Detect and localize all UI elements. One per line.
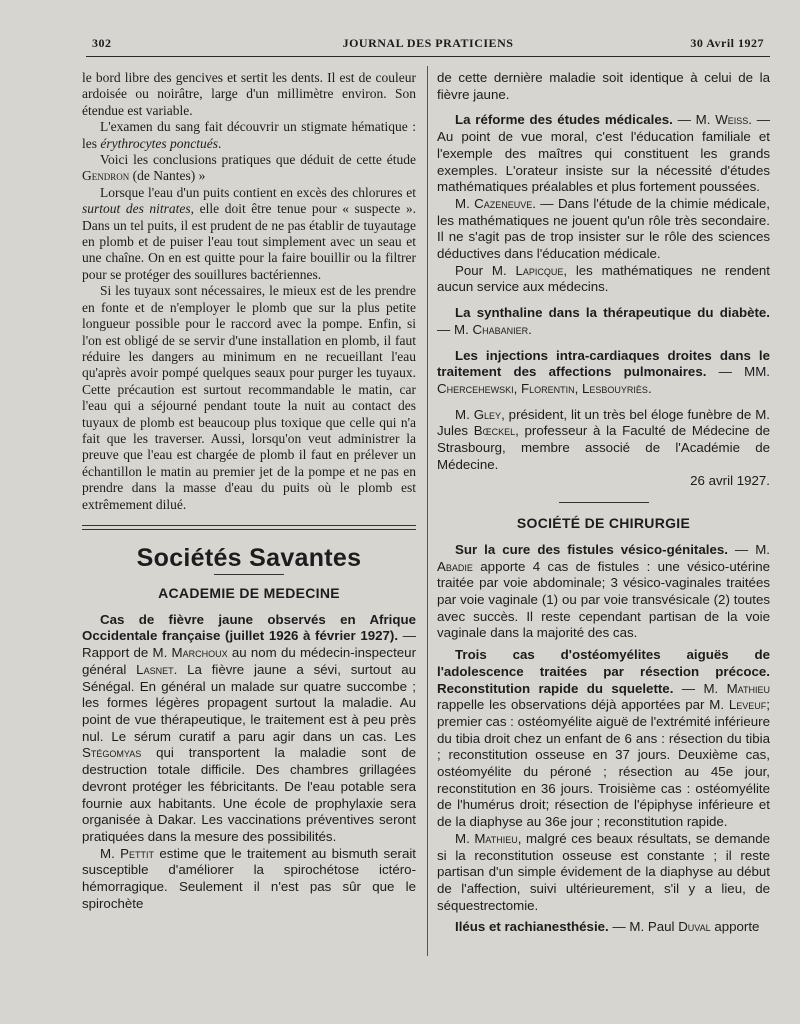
article-ileus: Iléus et rachianesthésie. — M. Paul Duval apporte — [455, 919, 760, 935]
section-divider — [559, 502, 649, 503]
article-yellow-fever: Cas de fièvre jaune observés en Afrique Occidentale française (juillet 1926 à février 1927). — Rapport de M. Marchoux au nom du médecin-inspecteur général Lasnet. La fièvre jaune a sévi, surtout au Sénégal. En général un malade sur quatre succombe ; les formes légères propagent surtout la maladie. Au point de vue thérapeutique, le traitement est à peu près nul. Le sérum curatif a paru agir dans un cas. Les Stégomyas qui transportent la maladie sont de destruction totale difficile. Des chambres grillagées devront protéger les fébricitants. De l'eau potable sera fournie aux habitants. Une école de prophylaxie sera organisée à Dakar. Les vaccinations préventives seront pratiquées dans la mesure des possibilités. — [82, 611, 416, 844]
paragraph: L'examen du sang fait découvrir un stigmate hématique : les érythrocytes ponctués. — [82, 119, 416, 151]
article-fistules: Sur la cure des fistules vésico-génitales. — M. Abadie apporte 4 cas de fistules : une vésico-utérine traitée par voie abdominale; 3 vésico-vaginales traitées par voie vaginale (1) ou par voie transvésicale (2) toutes avec succès. Il reste cependant partisan de la voie vaginale dans la majorité des cas. — [437, 541, 770, 641]
section-title: Sociétés Savantes — [136, 543, 362, 572]
paragraph: M. Mathieu, malgré ces beaux résultats, se demande si la reconstitution osseuse est constante ; il reste partisan d'un simple évidement de la diaphyse au début de l'affection, suivi ultérieurement, s'il y a lieu, de séquestrectomie. — [437, 830, 770, 913]
page-number: 302 — [92, 36, 112, 50]
session-date: 26 avril 1927. — [690, 473, 770, 489]
paragraph: Pour M. Lapicque, les mathématiques ne rendent aucun service aux médecins. — [437, 262, 770, 295]
paragraph: Si les tuyaux sont nécessaires, le mieux est de les prendre en fonte et de n'employer le plomb que sur la plus petite longueur possible pour le raccord avec la pompe. Enfin, si l'on est obligé de se servir d'une installation en plomb, il faut réduire les dangers au minimum en ne recueillant l'eau qu'après avoir pompé quelques seaux pour purger les tuyaux. Cette précaution est surtout recommandable le matin, car l'eau qui a séjourné pendant toute la nuit au contact des tuyaux de plomb est beaucoup plus toxique que celle qui n'a fait que les traverser. Aussi, lorsqu'on veut administrer la preuve que l'eau est chargée de plomb il faut en prélever un échantillon le matin au premier jet de la pompe et ne pas en prendre dans la masse d'eau du puits où le plomb est extrêmement dilué. — [82, 283, 416, 512]
article-reform: La réforme des études médicales. — M. Weiss. — Au point de vue moral, c'est l'éducation familiale et l'exemple des maîtres qui constituent les grands exemples. L'orateur insiste sur la nécessité d'études mathématiques préalables et plus fortement poussées. — [437, 112, 770, 195]
title-rule — [214, 574, 284, 575]
paragraph: de cette dernière maladie soit identique à celui de la fièvre jaune. — [437, 70, 770, 102]
paragraph: M. Cazeneuve. — Dans l'étude de la chimie médicale, les mathématiques ne jouent qu'un rôle très secondaire. Il ne s'agit pas de trop insister sur le rôle des sciences déductives dans l'éducation médicale. — [437, 195, 770, 262]
paragraph: Voici les conclusions pratiques que déduit de cette étude Gendron (de Nantes) » — [82, 152, 416, 184]
header-rule — [86, 56, 770, 57]
article-title: Cas de fièvre jaune observés en Afrique Occidentale française (juillet 1926 à février 1927). — [82, 611, 416, 644]
page-header — [92, 36, 764, 56]
author-name: Gendron — [82, 168, 130, 184]
academy-heading: ACADEMIE DE MEDECINE — [158, 585, 340, 602]
paragraph: Lorsque l'eau d'un puits contient en excès des chlorures et surtout des nitrates, elle doit être tenue pour « suspecte ». Dans un tel puits, il est prudent de ne pas établir de tuyautage en plomb et de puiser l'eau tout simplement avec un seau et une chaîne. On en est quitte pour la faire bouillir ou la filtrer pour se protéger des souillures bactériennes. — [82, 184, 416, 282]
column-divider — [427, 66, 428, 956]
journal-title: JOURNAL DES PRATICIENS — [342, 36, 514, 50]
article-synthaline: La synthaline dans la thérapeutique du diabète. — M. Chabanier. — [437, 305, 770, 337]
academy-body — [82, 612, 416, 913]
article-injections: Les injections intra-cardiaques droites dans le traitement des affections pulmonaires. — MM. Chercehewski, Florentin, Lesbouyriès. — [437, 347, 770, 396]
right-column — [437, 70, 770, 936]
section-divider — [82, 525, 416, 530]
article-osteomyelitis: Trois cas d'ostéomyélites aiguës de l'adolescence traitées par résection précoce. Reconstitution rapide du squelette. — M. Mathieu rappelle les observations déjà apportées par M. Leveuf; premier cas : ostéomyélite aiguë de l'extrémité inférieure du tibia droit chez un enfant de 6 ans : résection du tibia ; reconstitution osseuse en 37 jours. Deuxième cas, ostéomyélite du péroné ; résection au 45e jour, reconstitution en 36 jours. Troisième cas : ostéomyélite de l'humérus droit; résection de l'épiphyse inférieure et de la diaphyse au 36e jour ; reconstitution rapide. — [437, 647, 771, 830]
society-heading: SOCIÉTÉ DE CHIRURGIE — [516, 515, 691, 532]
paragraph: le bord libre des gencives et sertit les dents. Il est de couleur ardoisée ou noirâtre, large d'un millimètre environ. Son étendue est variable. — [82, 70, 416, 118]
paragraph: M. Pettit estime que le traitement au bismuth serait susceptible d'améliorer la spirochétose ictéro-hémorragique. Seulement il n'est pas sûr que le spirochète — [82, 845, 416, 911]
left-column — [82, 70, 416, 912]
paragraph: M. Gley, président, lit un très bel éloge funèbre de M. Jules Bœckel, professeur à la Faculté de Médecine de Strasbourg, membre associé de l'Académie de Médecine. — [437, 406, 770, 472]
issue-date: 30 Avril 1927 — [690, 36, 764, 50]
